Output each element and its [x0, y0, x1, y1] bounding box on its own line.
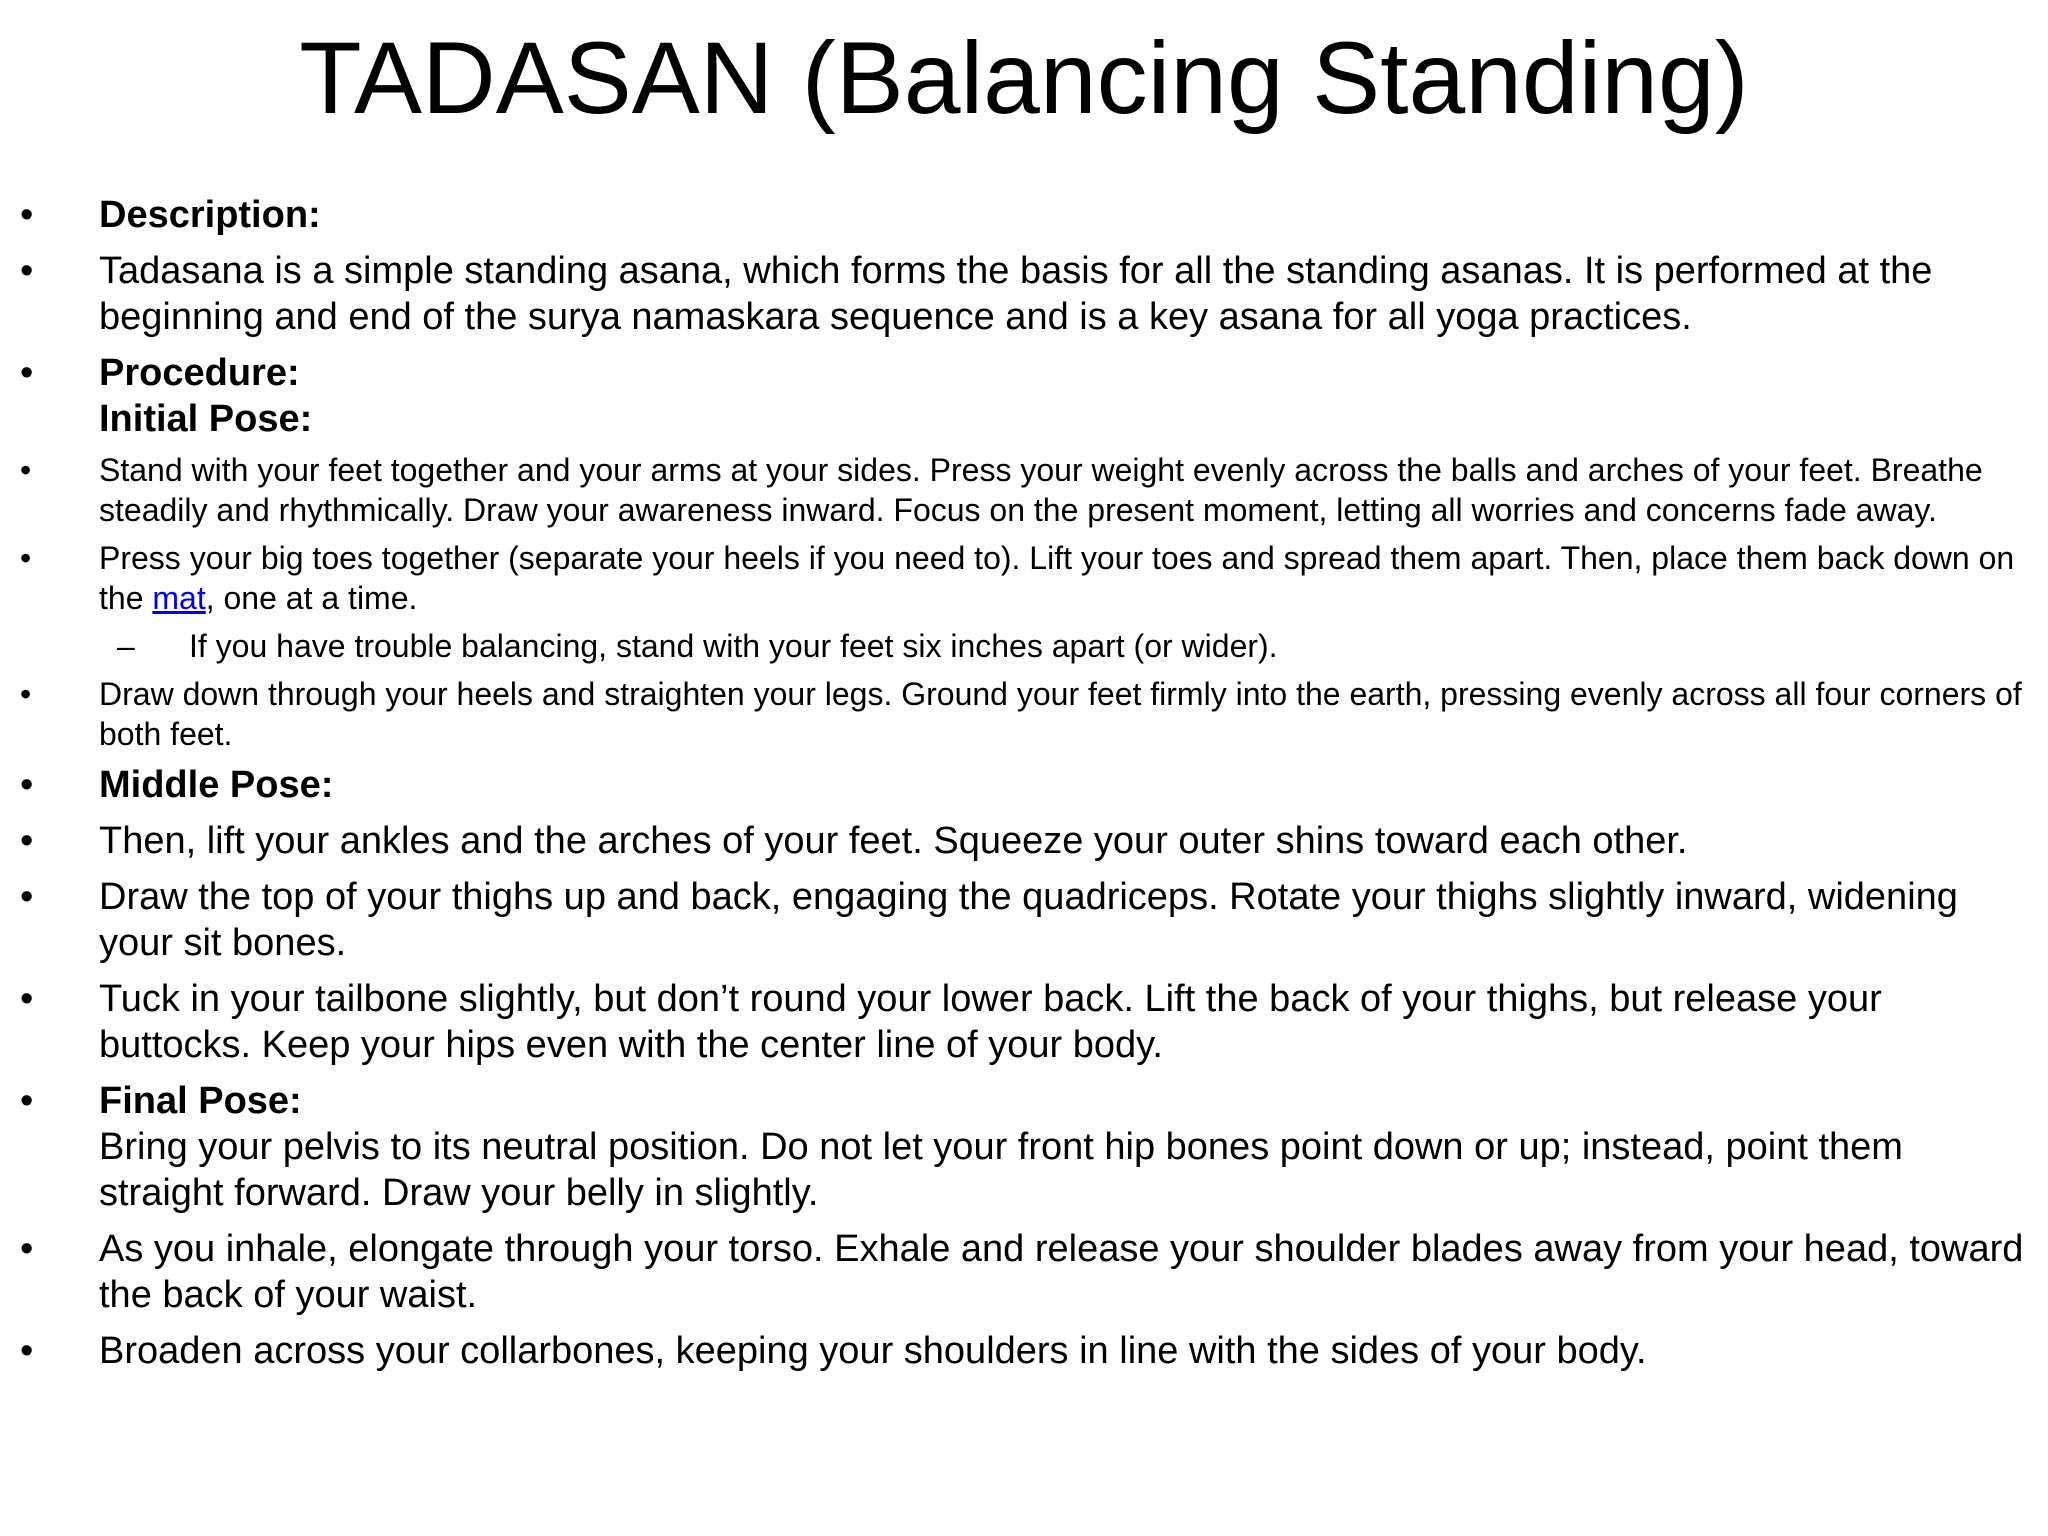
slide-title: TADASAN (Balancing Standing)	[299, 21, 1749, 135]
list-item-final-2	[0, 1226, 2048, 1318]
list-item-middle-1	[0, 818, 2048, 864]
bullet-icon: •	[20, 676, 32, 712]
list-item-initial-2	[0, 538, 2048, 618]
bullet-icon: •	[20, 352, 34, 394]
bullet-icon: •	[20, 540, 32, 576]
bullet-icon: •	[20, 978, 34, 1020]
bullet-icon: •	[20, 1080, 34, 1122]
bullet-icon: •	[20, 764, 34, 806]
bullet-icon: •	[20, 1228, 34, 1270]
initial-step-1: Stand with your feet together and your arms at your sides. Press your weight evenly across the balls and arches of your feet. Breathe steadily and rhythmically. Draw your awareness inward. Focus on the present moment, letting all worries and concerns fade away.	[99, 452, 1983, 528]
initial-step-2-before: Press your big toes together (separate your heels if you need to). Lift your toes and spread them apart. Then, place them back down on the	[99, 540, 2015, 616]
bullet-icon: •	[20, 250, 34, 292]
final-pose-heading: Final Pose:	[99, 1080, 302, 1122]
list-item-description	[0, 248, 2048, 340]
middle-step-3: Tuck in your tailbone slightly, but don’t round your lower back. Lift the back of your thighs, but release your buttocks. Keep your hips even with the center line of your body.	[99, 978, 1882, 1066]
list-item-final-3	[0, 1328, 2048, 1374]
final-step-3: Broaden across your collarbones, keeping your shoulders in line with the sides of your body.	[99, 1330, 1647, 1372]
bullet-list	[0, 192, 2048, 1374]
list-item-initial-1	[0, 450, 2048, 530]
procedure-heading: Procedure:	[99, 352, 300, 394]
list-item-middle-pose	[0, 762, 2048, 808]
dash-icon: –	[117, 628, 135, 664]
initial-step-2-after: , one at a time.	[205, 580, 418, 616]
list-item-procedure	[0, 350, 2048, 442]
list-item-initial-3	[0, 674, 2048, 754]
description-text: Tadasana is a simple standing asana, which forms the basis for all the standing asanas. It is performed at the beginning and end of the surya namaskara sequence and is a key asana for all yoga practices.	[99, 250, 1933, 338]
mat-link[interactable]: mat	[152, 580, 206, 616]
middle-pose-heading: Middle Pose:	[99, 764, 334, 806]
bullet-icon: •	[20, 452, 32, 488]
middle-step-2: Draw the top of your thighs up and back, engaging the quadriceps. Rotate your thighs slightly inward, widening your sit bones.	[99, 876, 1958, 964]
initial-step-3: Draw down through your heels and straighten your legs. Ground your feet firmly into the earth, pressing evenly across all four corners of both feet.	[99, 676, 2022, 752]
final-step-1: Bring your pelvis to its neutral position. Do not let your front hip bones point down or up; instead, point them straight forward. Draw your belly in slightly.	[99, 1126, 1903, 1214]
bullet-icon: •	[20, 876, 34, 918]
list-item-initial-2-sub	[0, 626, 2048, 666]
bullet-icon: •	[20, 820, 34, 862]
description-heading: Description:	[99, 194, 321, 236]
bullet-icon: •	[20, 194, 34, 236]
list-item-middle-2	[0, 874, 2048, 966]
final-step-2: As you inhale, elongate through your torso. Exhale and release your shoulder blades away from your head, toward the back of your waist.	[99, 1228, 2024, 1316]
list-item-final-pose	[0, 1078, 2048, 1216]
list-item-description-heading	[0, 192, 2048, 238]
bullet-icon: •	[20, 1330, 34, 1372]
initial-pose-heading: Initial Pose:	[99, 398, 313, 440]
middle-step-1: Then, lift your ankles and the arches of your feet. Squeeze your outer shins toward each other.	[99, 820, 1688, 862]
list-item-middle-3	[0, 976, 2048, 1068]
initial-step-2-sub: If you have trouble balancing, stand with your feet six inches apart (or wider).	[189, 628, 1278, 664]
